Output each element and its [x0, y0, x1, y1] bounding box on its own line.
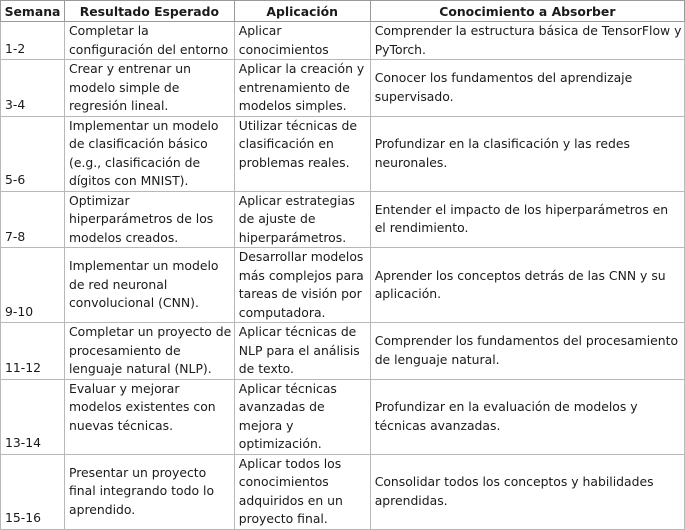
cell-semana[interactable]: 1-2 — [1, 22, 65, 60]
table-row — [1, 60, 685, 117]
cell-resultado[interactable]: Implementar un modelo de clasificación básico (e.g., clasificación de dígitos con MNIST). — [64, 116, 234, 191]
table-row — [1, 191, 685, 248]
cell-aplicacion[interactable]: Utilizar técnicas de clasificación en problemas reales. — [234, 116, 370, 191]
cell-conocimiento[interactable]: Comprender los fundamentos del procesamiento de lenguaje natural. — [370, 323, 684, 380]
header-aplicacion[interactable]: Aplicación — [234, 1, 370, 22]
table-row — [1, 116, 685, 191]
cell-resultado[interactable]: Presentar un proyecto final integrando todo lo aprendido. — [64, 454, 234, 529]
cell-conocimiento[interactable]: Profundizar en la clasificación y las redes neuronales. — [370, 116, 684, 191]
cell-conocimiento[interactable]: Consolidar todos los conceptos y habilidades aprendidas. — [370, 454, 684, 529]
cell-semana[interactable]: 11-12 — [1, 323, 65, 380]
cell-semana[interactable]: 13-14 — [1, 379, 65, 454]
header-row — [1, 1, 685, 22]
cell-conocimiento[interactable]: Profundizar en la evaluación de modelos y técnicas avanzadas. — [370, 379, 684, 454]
cell-aplicacion[interactable]: Aplicar estrategias de ajuste de hiperparámetros. — [234, 191, 370, 248]
cell-aplicacion[interactable]: Aplicar conocimientos — [234, 22, 370, 60]
cell-aplicacion[interactable]: Desarrollar modelos más complejos para tareas de visión por computadora. — [234, 248, 370, 323]
cell-semana[interactable]: 15-16 — [1, 454, 65, 529]
cell-conocimiento[interactable]: Entender el impacto de los hiperparámetros en el rendimiento. — [370, 191, 684, 248]
cell-semana[interactable]: 7-8 — [1, 191, 65, 248]
table-row — [1, 248, 685, 323]
cell-resultado[interactable]: Evaluar y mejorar modelos existentes con nuevas técnicas. — [64, 379, 234, 454]
cell-resultado[interactable]: Implementar un modelo de red neuronal convolucional (CNN). — [64, 248, 234, 323]
cell-semana[interactable]: 9-10 — [1, 248, 65, 323]
cell-semana[interactable]: 5-6 — [1, 116, 65, 191]
table-row — [1, 323, 685, 380]
cell-semana[interactable]: 3-4 — [1, 60, 65, 117]
cell-resultado[interactable]: Completar un proyecto de procesamiento de lenguaje natural (NLP). — [64, 323, 234, 380]
header-resultado[interactable]: Resultado Esperado — [64, 1, 234, 22]
cell-conocimiento[interactable]: Comprender la estructura básica de TensorFlow y PyTorch. — [370, 22, 684, 60]
cell-resultado[interactable]: Completar la configuración del entorno — [64, 22, 234, 60]
cell-aplicacion[interactable]: Aplicar técnicas avanzadas de mejora y optimización. — [234, 379, 370, 454]
header-conocimiento[interactable]: Conocimiento a Absorber — [370, 1, 684, 22]
cell-conocimiento[interactable]: Conocer los fundamentos del aprendizaje supervisado. — [370, 60, 684, 117]
table-row — [1, 22, 685, 60]
cell-aplicacion[interactable]: Aplicar todos los conocimientos adquiridos en un proyecto final. — [234, 454, 370, 529]
table-row — [1, 379, 685, 454]
cell-aplicacion[interactable]: Aplicar técnicas de NLP para el análisis de texto. — [234, 323, 370, 380]
header-semana[interactable]: Semana — [1, 1, 65, 22]
cell-aplicacion[interactable]: Aplicar la creación y entrenamiento de modelos simples. — [234, 60, 370, 117]
cell-resultado[interactable]: Optimizar hiperparámetros de los modelos creados. — [64, 191, 234, 248]
cell-resultado[interactable]: Crear y entrenar un modelo simple de regresión lineal. — [64, 60, 234, 117]
cell-conocimiento[interactable]: Aprender los conceptos detrás de las CNN y su aplicación. — [370, 248, 684, 323]
table-row — [1, 454, 685, 529]
